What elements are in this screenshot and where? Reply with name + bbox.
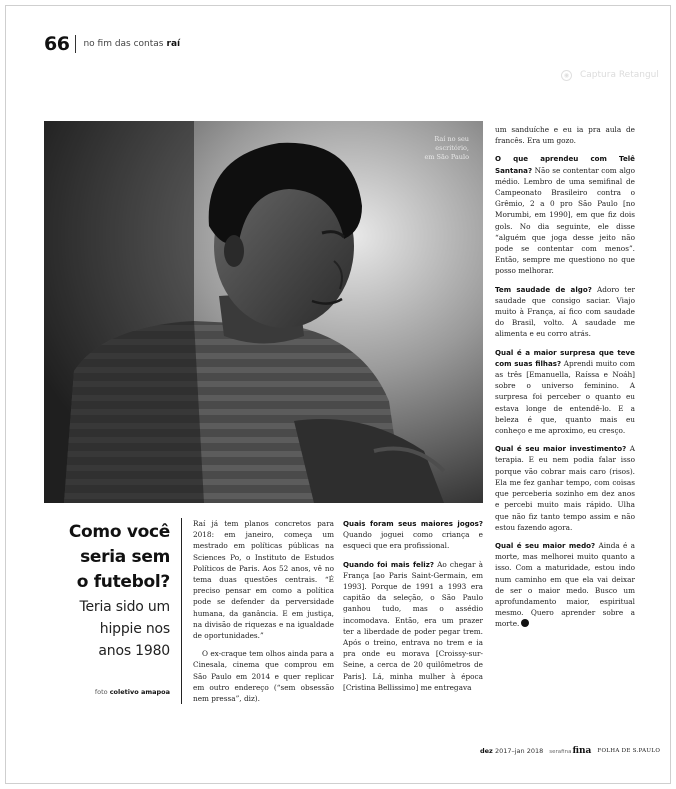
photo-caption: Raí no seu escritório, em São Paulo (424, 135, 469, 161)
qa-answer: Aprendi muito com as três [Emanuella, Raíssa e Noáh] sobre o universo feminino. A surpresa foi perceber o quanto eu estava longe de entendê-lo. E a beleza é que, quanto mais eu conheço e me aproximo, eu cresço. (495, 358, 635, 436)
qa-question: Tem saudade de algo? (495, 284, 592, 294)
article-column-3 (495, 124, 635, 637)
qa-question: Quando foi mais feliz? (343, 559, 434, 569)
qa-question: O que aprendeu com Telê Santana? (495, 154, 635, 175)
screen-capture-overlay[interactable] (555, 66, 675, 84)
photo-credit: foto coletivo amapoa (94, 688, 170, 696)
newspaper-logo: FOLHA DE S.PAULO (597, 748, 661, 754)
qa-answer: Ao chegar à França [ao Paris Saint-Germain, em 1993]. Porque de 1991 a 1993 era capitão da seleção, o São Paulo ganhou tudo, mas o assédio incomodava. Então, era um prazer ter a liberdade de poder pegar trem. Após o treino, entrava no trem e ia pra onde eu morava [Croissy-sur-Seine, a cerca de 20 quilômetros de Paris]. Lá, minha mulher à época [Cristina Bellissimo] me entregava (343, 559, 483, 692)
section-name: raí (166, 39, 181, 49)
article-column-2 (343, 518, 483, 700)
headline-answer: Teria sido um hippie nos anos 1980 (79, 599, 170, 659)
portrait-photo (44, 121, 483, 503)
header-divider (75, 35, 76, 53)
qa-item (495, 540, 635, 630)
qa-answer: Não se contentar com algo médio. Lembro de uma semifinal de Campeonato Brasileiro contra o Grêmio, 2 a 0 pro São Paulo [no Morumbi, em 1990], em que fiz dois gols. No dia seguinte, ele disse “alguém que joga desse jeito não pode se contentar com menos”. Então, sempre me questiono no que posso melhorar. (495, 165, 635, 276)
qa-item (495, 347, 635, 437)
capture-label: Captura Retangul (580, 70, 659, 80)
section-title: no fim das contas raí (83, 39, 181, 49)
qa-item (343, 559, 483, 693)
qa-answer: A terapia. E eu nem podia falar isso porque vão cobrar mais caro (risos). Ela me fez ganhar tempo, com coisas que perceberia sozinho em dez anos e percebi muito mais rápido. Ulha que não fiz tanto tempo assim e não estou fazendo agora. (495, 444, 635, 532)
qa-item (343, 518, 483, 552)
issue-date: dez 2017–jan 2018 (480, 747, 544, 755)
page-number: 66 (44, 33, 70, 55)
qa-item (495, 443, 635, 533)
end-of-article-icon (521, 619, 529, 627)
qa-answer: Adoro ter saudade que consigo saciar. Viajo muito à França, aí fico com saudade do Brasil, volto. A saudade me alimenta e eu corro atrás. (495, 284, 636, 339)
qa-answer: Ainda é a morte, mas melhorei muito quanto a isso. Com a maturidade, estou indo num caminho em que ela vai deixar de ser o maior medo. Busco um aprofundamento maior, espiritual mesmo. Quero aprender sobre a morte. (495, 540, 635, 629)
qa-question: Qual é a maior surpresa que teve com suas filhas? (495, 347, 635, 368)
magazine-logo: serafinafina (549, 746, 592, 756)
page-footer (480, 746, 660, 756)
headline-question: Como você seria sem o futebol? (68, 522, 170, 592)
column-rule (181, 518, 182, 704)
qa-question: Quais foram seus maiores jogos? (343, 519, 483, 528)
qa-question: Qual é seu maior medo? (495, 540, 596, 550)
headline (44, 520, 170, 662)
portrait-illustration (44, 121, 483, 503)
qa-answer: Quando joguei como criança e esqueci que era profissional. (343, 530, 483, 551)
body-paragraph: O ex-craque tem olhos ainda para a Cinesala, cinema que comprou em São Paulo em 2014 e quer replicar em outro endereço (“sem obsessão nem pressa”, diz). (193, 649, 334, 704)
camera-icon: ◉ (561, 70, 572, 81)
qa-item (495, 284, 635, 340)
page-header (44, 32, 180, 56)
qa-question: Qual é seu maior investimento? (495, 444, 627, 454)
intro-paragraph: Raí já tem planos concretos para 2018: em janeiro, começa um mestrado em políticas públicas na Sciences Po, o Instituto de Estudos Políticos de Paris. Aos 52 anos, vê no tema duas questões centrais. “É preciso pensar em como a política pode se defender da perversidade humana, da ganância. E em justiça, na divisão de riquezas e na igualdade de oportunidades.” (193, 519, 334, 641)
continued-text: um sanduíche e eu ia pra aula de francês. Era um gozo. (495, 125, 635, 146)
qa-item (495, 153, 635, 276)
article-column-1 (193, 518, 334, 711)
